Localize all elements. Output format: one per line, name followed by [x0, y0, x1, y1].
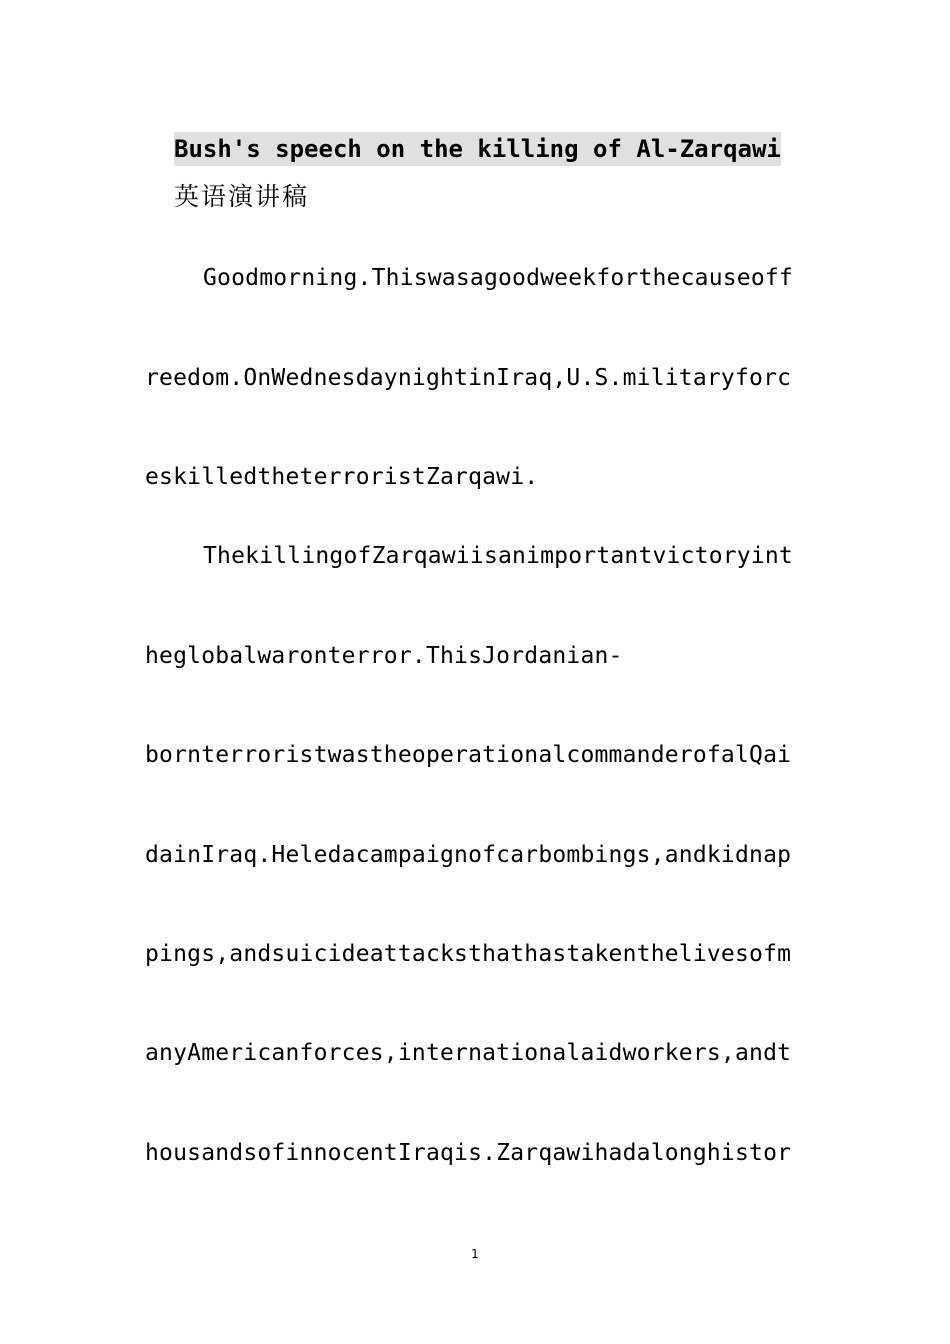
paragraph-line: Goodmorning.Thiswasagoodweekforthecauseoff	[203, 265, 793, 291]
paragraph-line: bornterroristwastheoperationalcommanderofalQai	[145, 742, 792, 768]
paragraph-line: reedom.OnWednesdaynightinIraq,U.S.militaryforc	[145, 365, 792, 391]
paragraph-line: anyAmericanforces,internationalaidworkers,andt	[145, 1040, 792, 1066]
paragraph-line: dainIraq.Heledacampaignofcarbombings,andkidnap	[145, 842, 792, 868]
page-number: 1	[471, 1247, 479, 1261]
paragraph-line: ThekillingofZarqawiisanimportantvictoryint	[203, 543, 793, 569]
paragraph-line: housandsofinnocentIraqis.Zarqawihadalonghistor	[145, 1140, 792, 1166]
paragraph-line: pings,andsuicideattacksthathastakenthelivesofm	[145, 941, 792, 967]
paragraph-line: heglobalwaronterror.ThisJordanian-	[145, 643, 623, 669]
title-block	[174, 132, 814, 214]
document-title: Bush's speech on the killing of Al-Zarqawi	[174, 132, 781, 166]
paragraph-line: eskilledtheterroristZarqawi.	[145, 464, 539, 490]
document-subtitle: 英语演讲稿	[174, 182, 310, 211]
